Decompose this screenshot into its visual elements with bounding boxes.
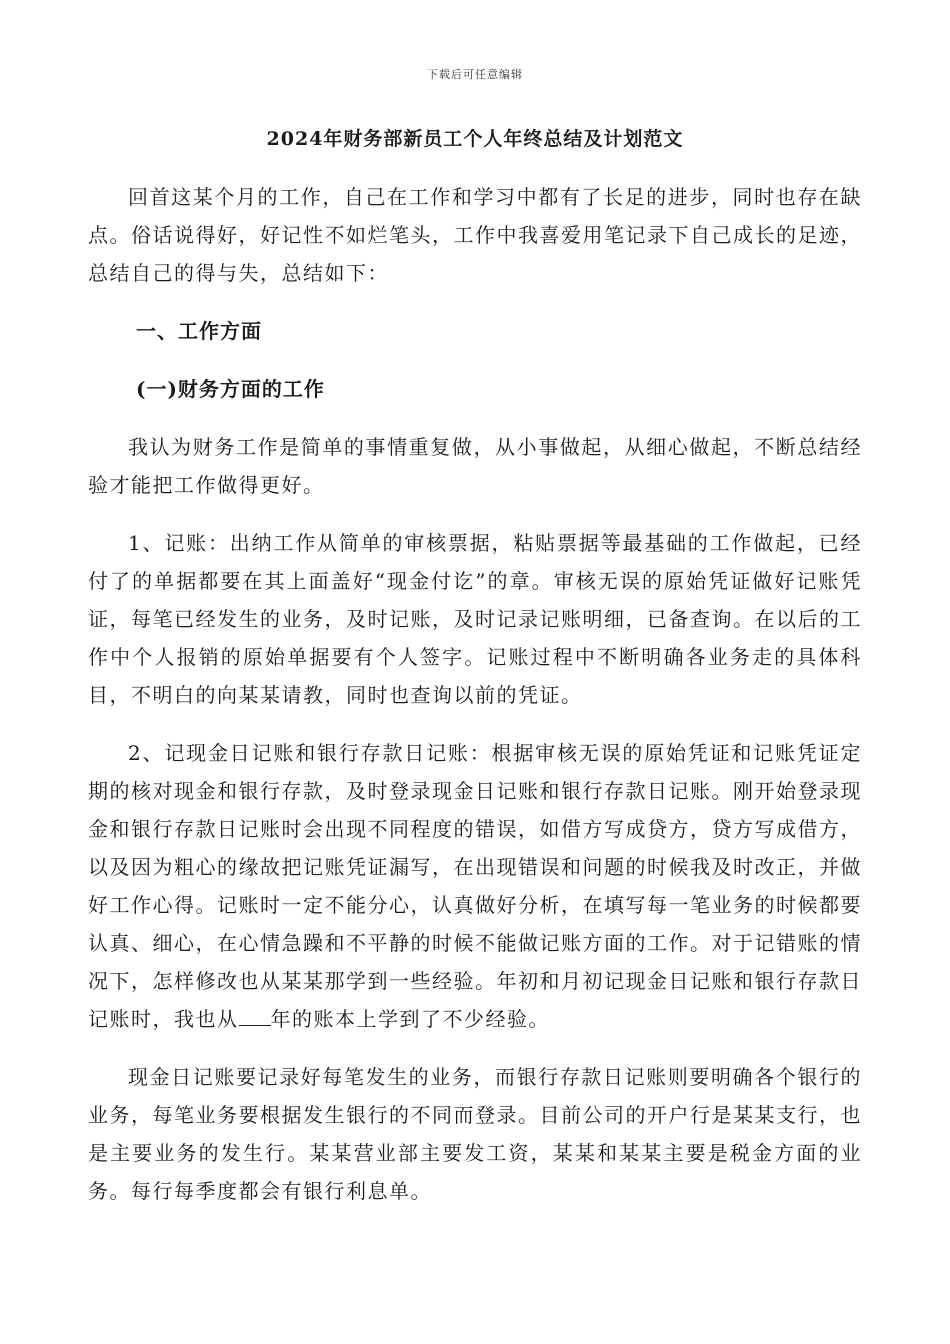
paragraph-journal <box>88 734 862 1038</box>
paragraph-bank: 现金日记账要记录好每笔发生的业务，而银行存款日记账则要明确各个银行的业务，每笔业务要根据发生银行的不同而登录。目前公司的开户行是某某支行，也是主要业务的发生行。某某营业部主要发工资，某某和某某主要是税金方面的业务。每行每季度都会有银行利息单。 <box>88 1065 862 1203</box>
journal-text-before: 2、记现金日记账和银行存款日记账：根据审核无误的原始凭证和记账凭证定期的核对现金和银行存款，及时登录现金日记账和银行存款日记账。刚开始登录现金和银行存款日记账时会出现不同程度的错误，如借方写成贷方，贷方写成借方，以及因为粗心的缘故把记账凭证漏写，在出现错误和问题的时候我及时改正，并做好工作心得。记账时一定不能分心，认真做好分析，在填写每一笔业务的时候都要认真、细心，在心情急躁和不平静的时候不能做记账方面的工作。对于记错账的情况下，怎样修改也从某某那学到一些经验。年初和月初记现金日记账和银行存款日记账时，我也从 <box>88 741 862 1031</box>
document-title: 2024年财务部新员工个人年终总结及计划范文 <box>266 128 684 150</box>
journal-text-after: 年的账本上学到了不少经验。 <box>270 1007 550 1031</box>
paragraph-bookkeeping: 1、记账：出纳工作从简单的审核票据，粘贴票据等最基础的工作做起，已经付了的单据都要在其上面盖好“现金付讫”的章。审核无误的原始凭证做好记账凭证，每笔已经发生的业务，及时记账，及时记录记账明细，已备查询。在以后的工作中个人报销的原始单据要有个人签字。记账过程中不断明确各业务走的具体科目，不明白的向某某请教，同时也查询以前的凭证。 <box>88 531 862 707</box>
section-heading-work: 一、工作方面 <box>136 319 262 343</box>
document-body <box>88 178 862 1230</box>
subsection-heading-finance: (一)财务方面的工作 <box>136 377 325 401</box>
header-note: 下载后可任意编辑 <box>427 68 523 81</box>
paragraph-finance-view: 我认为财务工作是简单的事情重复做，从小事做起，从细心做起，不断总结经验才能把工作做得更好。 <box>88 435 862 497</box>
intro-paragraph: 回首这某个月的工作，自己在工作和学习中都有了长足的进步，同时也存在缺点。俗话说得好，好记性不如烂笔头，工作中我喜爱用笔记录下自己成长的足迹，总结自己的得与失，总结如下： <box>88 185 862 285</box>
fill-blank <box>239 1005 271 1026</box>
